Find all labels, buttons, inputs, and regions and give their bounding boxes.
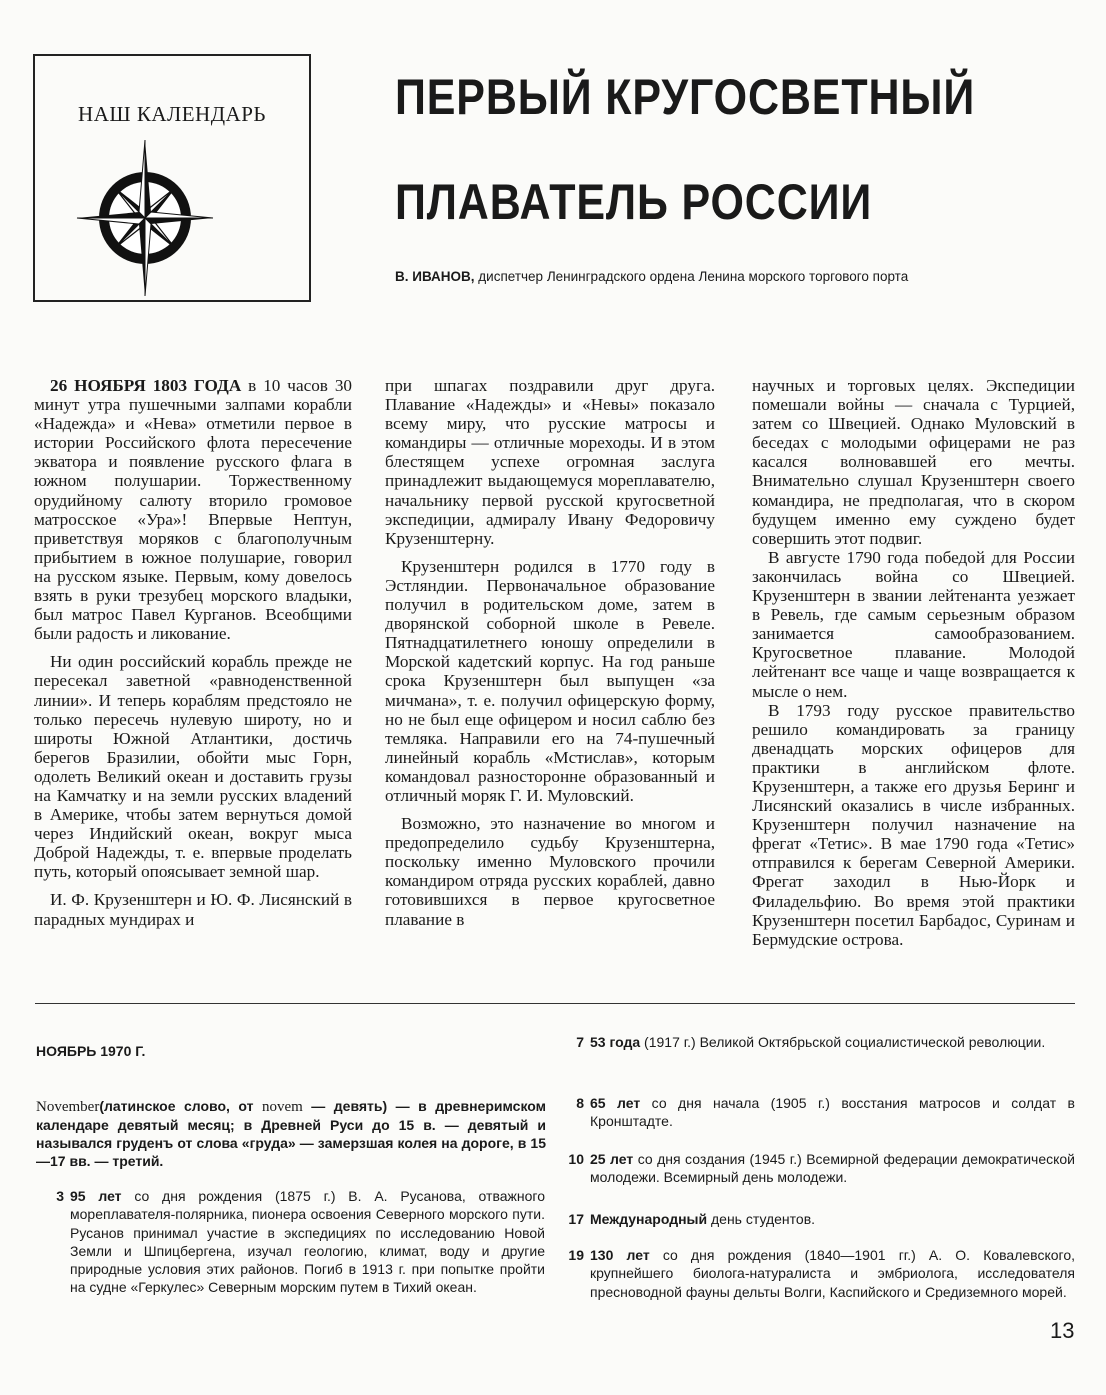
entry-day: 3	[56, 1188, 64, 1204]
entry-text: день студентов.	[707, 1211, 816, 1227]
article-column-2	[385, 376, 715, 929]
intro-text: (латинское слово, от	[99, 1098, 262, 1114]
byline	[395, 268, 1065, 285]
article-paragraph: при шпагах поздравили друг друга. Плавание «Надежды» и «Невы» показало всему миру, что русские матросы и командиры — отличные мореходы. И в этом блестящем успехе огромная заслуга принадлежит выдающемуся мореплавателю, начальнику первой русской кругосветной экспедиции, адмиралу Ивану Федоровичу Крузенштерну.	[385, 376, 715, 548]
headline-line-2: ПЛАВАТЕЛЬ РОССИИ	[395, 174, 873, 230]
entry-highlight: 65 лет	[590, 1095, 641, 1111]
compass-rose-icon	[75, 138, 215, 298]
entry-text: со дня создания (1945 г.) Всемирной федерации демократической молодежи. Всемирный день молодежи.	[590, 1151, 1075, 1186]
page-number: 13	[1050, 1318, 1075, 1343]
calendar-entry	[560, 1033, 1075, 1051]
entry-day: 19	[568, 1247, 584, 1263]
article-column-3	[752, 376, 1075, 949]
article-paragraph: в 10 часов 30 минут утра пушечными залпами корабли «Надежда» и «Нева» отметили первое в истории Российского флота пересечение экватора и появление русского флага в южном полушарии. Торжественному орудийному салюту вторило громовое матросское «Ура»! Впервые Нептун, приветствуя моряков с благополучным прибытием в южное полушарие, говорил на русском языке. Первым, кому довелось взять в руки трезубец морского владыки, был матрос Павел Курганов. Всеобщими были радость и ликование.	[34, 376, 353, 644]
latin-word: November	[36, 1099, 100, 1115]
calendar-entry	[560, 1246, 1075, 1301]
rubric-title: НАШ КАЛЕНДАРЬ	[78, 102, 266, 126]
article-paragraph: Возможно, это назначение во многом и предопределило судьбу Крузенштерна, поскольку именно Муловского прочили командиром отряда русских кораблей, давно готовившихся в первое кругосветное плавание в	[385, 814, 715, 929]
article-paragraph: В августе 1790 года победой для России закончилась война со Швецией. Крузенштерн в звании лейтенанта уезжает в Ревель, где самым серьезным образом занимается самообразованием. Кругосветное плавание. Молодой лейтенант все чаще и чаще возвращается к мысле о нем.	[752, 547, 1075, 701]
entry-text: со дня рождения (1875 г.) В. А. Русанова, отважного мореплавателя-полярника, пионера освоения Северного морского пути. Русанов принимал участие в экспедициях по исследованию Новой Земли и Шпицбергена, изучал геологию, климат, воду и другие природные условия этих районов. Погиб в 1913 г. при попытке пройти на судне «Геркулес» Северным морским путем в Тихий океан.	[70, 1188, 545, 1296]
entry-text: со дня начала (1905 г.) восстания матросов и солдат в Кронштадте.	[590, 1095, 1075, 1130]
calendar-month: НОЯБРЬ 1970 Г.	[36, 1043, 146, 1059]
entry-highlight: Международный	[590, 1211, 708, 1227]
headline-line-1: ПЕРВЫЙ КРУГОСВЕТНЫЙ	[395, 69, 976, 125]
entry-text: (1917 г.) Великой Октябрьской социалистической революции.	[640, 1034, 1046, 1050]
entry-highlight: 53 года	[590, 1034, 641, 1050]
calendar-entry	[560, 1150, 1075, 1187]
author-name: В. ИВАНОВ,	[395, 269, 475, 284]
entry-highlight: 130 лет	[590, 1247, 650, 1263]
entry-day: 17	[568, 1211, 584, 1227]
author-position: диспетчер Ленинградского ордена Ленина морского торгового порта	[478, 269, 909, 284]
calendar-entry	[560, 1210, 1075, 1228]
entry-day: 8	[576, 1095, 584, 1111]
article-paragraph: В 1793 году русское правительство решило командировать за границу двенадцать морских офицеров для практики в английском флоте. Крузенштерн, а также его друзья Беринг и Лисянский оказались в числе избранных. Крузенштерн получил назначение на фрегат «Тетис». В мае 1790 года «Тетис» отправился к берегам Северной Америки. Фрегат заходил в Нью-Йорк и Филадельфию. Во время этой практики Крузенштерн посетил Барбадос, Суринам и Бермудские острова.	[752, 700, 1075, 949]
entry-day: 7	[576, 1034, 584, 1050]
calendar-entry	[560, 1094, 1075, 1131]
article-paragraph: научных и торговых целях. Экспедиции помешали войны — сначала с Турцией, затем со Швецией. Однако Муловский в беседах с молодыми офицерами не раз касался волновавшей его мечты. Внимательно слушал Крузенштерн своего командира, не предполагая, что в скором будущем именно ему суждено будет совершить этот подвиг.	[752, 376, 1075, 548]
entry-day: 10	[568, 1151, 584, 1167]
article-paragraph: Крузенштерн родился в 1770 году в Эстляндии. Первоначальное образование получил в родительском доме, затем в дворянской соборной школе в Ревеле. Пятнадцатилетнего юношу определили в Морской кадетский корпус. На год раньше срока Крузенштерн был выпущен «за мичмана», т. е. получил офицерскую форму, но не был еще офицером и носил саблю без темляка. Направили его на 74-пушечный линейный корабль «Мстислав», которым командовал разносторонне образованный и отличный моряк Г. И. Муловский.	[385, 556, 715, 805]
entry-highlight: 95 лет	[70, 1188, 122, 1204]
calendar-entry	[40, 1187, 545, 1297]
article-paragraph: И. Ф. Крузенштерн и Ю. Ф. Лисянский в парадных мундирах и	[34, 890, 352, 929]
article-paragraph: Ни один российский корабль прежде не пересекал заветной «равноденственной линии». И теперь кораблям предстояло не только пересечь нулевую широту, но и широты Южной Атлантики, достичь берегов Бразилии, обойти мыс Горн, одолеть Великий океан и доставить грузы на Камчатку и на земли русских владений в Америке, чтобы затем вернуться домой через Индийский океан, вокруг мыса Доброй Надежды, т. е. впервые проделать путь, который опоясывает земной шар.	[34, 652, 352, 882]
article-headline	[395, 45, 975, 255]
calendar-rubric-box	[33, 54, 311, 302]
latin-word: novem	[261, 1099, 303, 1115]
intro-text: — девять) — в древнеримском календаре девятый месяц; в Древней Руси до 15 в. — девятый и назывался груденъ от слова «груда» — замерзшая колея на дороге, в 15—17 вв. — третий.	[36, 1098, 546, 1169]
entry-text: со дня рождения (1840—1901 гг.) А. О. Ковалевского, крупнейшего биолога-натуралиста и эмбриолога, исследователя пресноводной фауны дельты Волги, Каспийского и Средиземного морей.	[590, 1247, 1075, 1300]
article-column-1	[34, 376, 352, 929]
article-lead-date: 26 НОЯБРЯ 1803 ГОДА	[50, 376, 242, 395]
calendar-intro	[36, 1097, 546, 1170]
entry-highlight: 25 лет	[590, 1151, 634, 1167]
section-divider	[35, 1003, 1075, 1004]
